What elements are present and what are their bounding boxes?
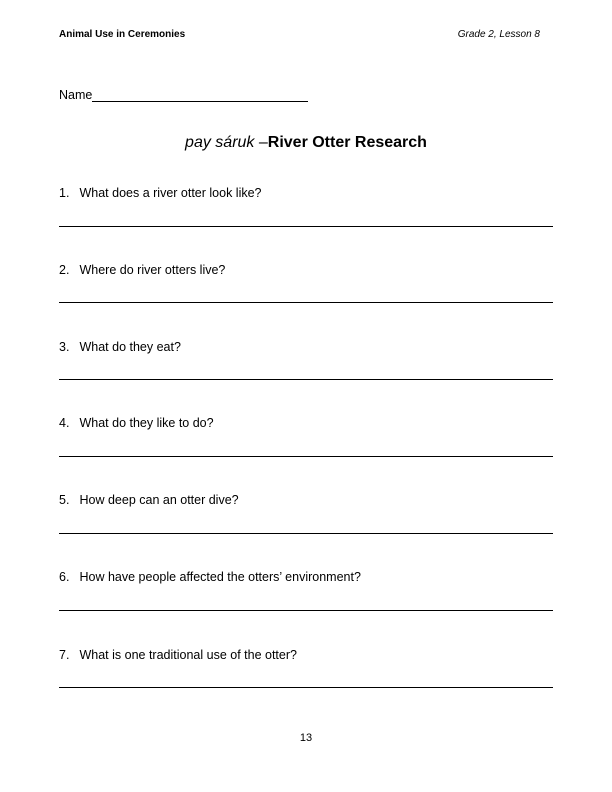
- question-text: What is one traditional use of the otter?: [79, 648, 297, 662]
- title-separator: –: [254, 134, 268, 151]
- answer-line-1[interactable]: [59, 226, 553, 227]
- question-7: [59, 648, 297, 662]
- question-text: How deep can an otter dive?: [79, 493, 239, 507]
- answer-line-6[interactable]: [59, 610, 553, 611]
- answer-line-2[interactable]: [59, 302, 553, 303]
- answer-line-7[interactable]: [59, 687, 553, 688]
- page-number: 13: [299, 732, 313, 744]
- name-blank-line[interactable]: [92, 89, 308, 102]
- name-label: Name: [59, 88, 93, 102]
- question-number: 7.: [59, 648, 70, 662]
- page-title: [0, 134, 612, 152]
- question-3: [59, 340, 181, 354]
- question-number: 2.: [59, 263, 70, 277]
- question-number: 1.: [59, 186, 70, 200]
- question-text: What do they eat?: [79, 340, 181, 354]
- header-grade-lesson: Grade 2, Lesson 8: [457, 29, 540, 40]
- question-4: [59, 416, 214, 430]
- question-number: 4.: [59, 416, 70, 430]
- question-1: [59, 186, 262, 200]
- title-native-name: pay sáruk: [185, 134, 255, 151]
- question-2: [59, 263, 225, 277]
- name-field-row: [59, 88, 308, 102]
- question-5: [59, 493, 239, 507]
- question-text: Where do river otters live?: [79, 263, 226, 277]
- question-text: How have people affected the otters’ environment?: [79, 570, 361, 584]
- title-english-name: River Otter Research: [267, 134, 427, 151]
- question-number: 3.: [59, 340, 70, 354]
- answer-line-5[interactable]: [59, 533, 553, 534]
- question-6: [59, 570, 361, 584]
- question-number: 5.: [59, 493, 70, 507]
- answer-line-4[interactable]: [59, 456, 553, 457]
- answer-line-3[interactable]: [59, 379, 553, 380]
- question-text: What does a river otter look like?: [79, 186, 262, 200]
- question-number: 6.: [59, 570, 70, 584]
- header-course-title: Animal Use in Ceremonies: [59, 29, 186, 40]
- question-text: What do they like to do?: [79, 416, 214, 430]
